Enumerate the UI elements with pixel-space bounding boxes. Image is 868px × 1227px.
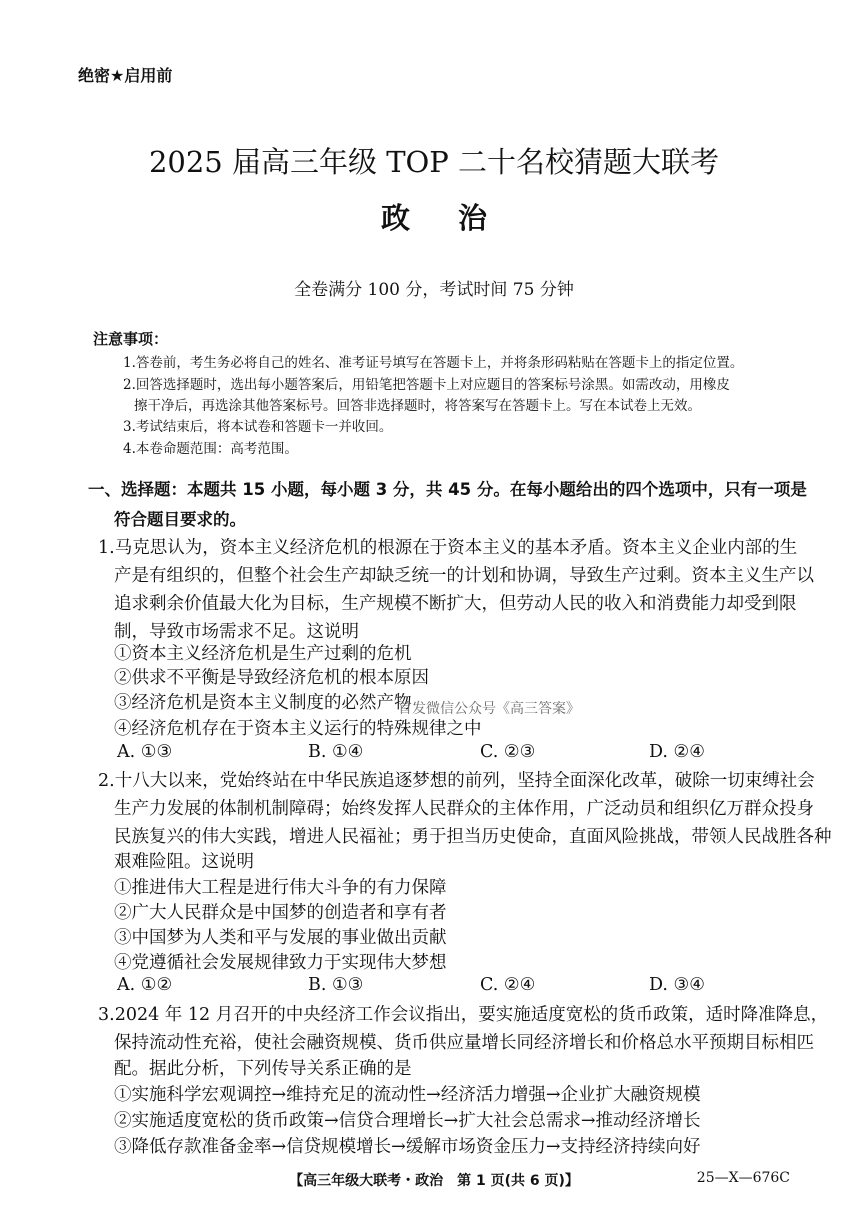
question-3-item-3: ③降低存款准备金率→信贷规模增长→缓解市场资金压力→支持经济持续向好 — [114, 1137, 701, 1157]
section-heading: 一、选择题：本题共 15 小题，每小题 3 分，共 45 分。在每小题给出的四个选项中，只有一项是 — [88, 480, 807, 499]
question-2-item-4: ④党遵循社会发展规律致力于实现伟大梦想 — [114, 953, 447, 973]
question-3-item-2: ②实施适度宽松的货币政策→信贷合理增长→扩大社会总需求→推动经济增长 — [114, 1111, 701, 1131]
question-2-option-a: A. ①② — [117, 975, 173, 995]
question-2-option-b: B. ①③ — [308, 975, 364, 995]
question-1-item-4: ④经济危机存在于资本主义运行的特殊规律之中 — [114, 719, 482, 739]
question-3-item-1: ①实施科学宏观调控→维持充足的流动性→经济活力增强→企业扩大融资规模 — [114, 1085, 701, 1105]
question-3-line-2: 保持流动性充裕，使社会融资规模、货币供应量增长同经济增长和价格总水平预期目标相匹 — [114, 1033, 814, 1053]
question-1-item-3: ③经济危机是资本主义制度的必然产物 — [114, 693, 412, 713]
question-1-option-b: B. ①④ — [308, 742, 364, 762]
question-1-line-3: 追求剩余价值最大化为目标，生产规模不断扩大，但劳动人民的收入和消费能力却受到限 — [114, 594, 797, 614]
note-2: 2.回答选择题时，选出每小题答案后，用铅笔把答题卡上对应题目的答案标号涂黑。如需改动，用橡皮 — [123, 377, 730, 393]
note-1: 1.答卷前，考生务必将自己的姓名、准考证号填写在答题卡上，并将条形码粘贴在答题卡上的指定位置。 — [123, 355, 744, 371]
question-2-item-3: ③中国梦为人类和平与发展的事业做出贡献 — [114, 928, 447, 948]
page-footer: 【高三年级大联考・政治 第 1 页(共 6 页)】 — [289, 1173, 579, 1189]
exam-title: 2025 届高三年级 TOP 二十名校猜题大联考 — [148, 145, 720, 179]
question-1-item-1: ①资本主义经济危机是生产过剩的危机 — [114, 644, 412, 664]
subject-title: 政治 — [380, 201, 535, 235]
question-2-line-4: 艰难险阻。这说明 — [114, 852, 254, 872]
question-2-item-2: ②广大人民群众是中国梦的创造者和享有者 — [114, 903, 447, 923]
section-heading-cont: 符合题目要求的。 — [114, 510, 246, 529]
watermark: 首发微信公众号《高三答案》 — [398, 701, 580, 717]
question-1-option-a: A. ①③ — [117, 742, 173, 762]
question-1-option-c: C. ②③ — [480, 742, 536, 762]
notes-heading: 注意事项： — [93, 330, 169, 348]
note-2-cont: 擦干净后，再选涂其他答案标号。回答非选择题时，将答案写在答题卡上。写在本试卷上无效。 — [134, 398, 701, 414]
question-1-item-2: ②供求不平衡是导致经济危机的根本原因 — [114, 668, 429, 688]
question-2-option-c: C. ②④ — [480, 975, 536, 995]
note-3: 3.考试结束后，将本试卷和答题卡一并收回。 — [123, 419, 393, 435]
question-3-line-3: 配。据此分析，下列传导关系正确的是 — [114, 1059, 412, 1079]
question-2-item-1: ①推进伟大工程是进行伟大斗争的有力保障 — [114, 878, 447, 898]
question-2-line-2: 生产力发展的体制机制障碍；始终发挥人民群众的主体作用，广泛动员和组织亿万群众投身 — [114, 799, 814, 819]
question-2-line-1: 2.十八大以来，党始终站在中华民族追逐梦想的前列，坚持全面深化改革，破除一切束缚社会 — [98, 771, 815, 791]
question-1-option-d: D. ②④ — [649, 742, 705, 762]
question-2-option-d: D. ③④ — [649, 975, 705, 995]
exam-meta: 全卷满分 100 分，考试时间 75 分钟 — [294, 280, 574, 300]
question-2-line-3: 民族复兴的伟大实践，增进人民福祉；勇于担当历史使命，直面风险挑战，带领人民战胜各种 — [114, 827, 832, 847]
question-1-line-4: 制，导致市场需求不足。这说明 — [114, 622, 359, 642]
note-4: 4.本卷命题范围：高考范围。 — [123, 441, 298, 457]
paper-code: 25—X—676C — [696, 1170, 790, 1186]
confidential-mark: 绝密★启用前 — [78, 66, 173, 85]
question-3-line-1: 3.2024 年 12 月召开的中央经济工作会议指出，要实施适度宽松的货币政策，适时降准降息， — [98, 1005, 829, 1025]
question-1-line-1: 1.马克思认为，资本主义经济危机的根源在于资本主义的基本矛盾。资本主义企业内部的生 — [98, 538, 798, 558]
question-1-line-2: 产是有组织的，但整个社会生产却缺乏统一的计划和协调，导致生产过剩。资本主义生产以 — [114, 566, 814, 586]
